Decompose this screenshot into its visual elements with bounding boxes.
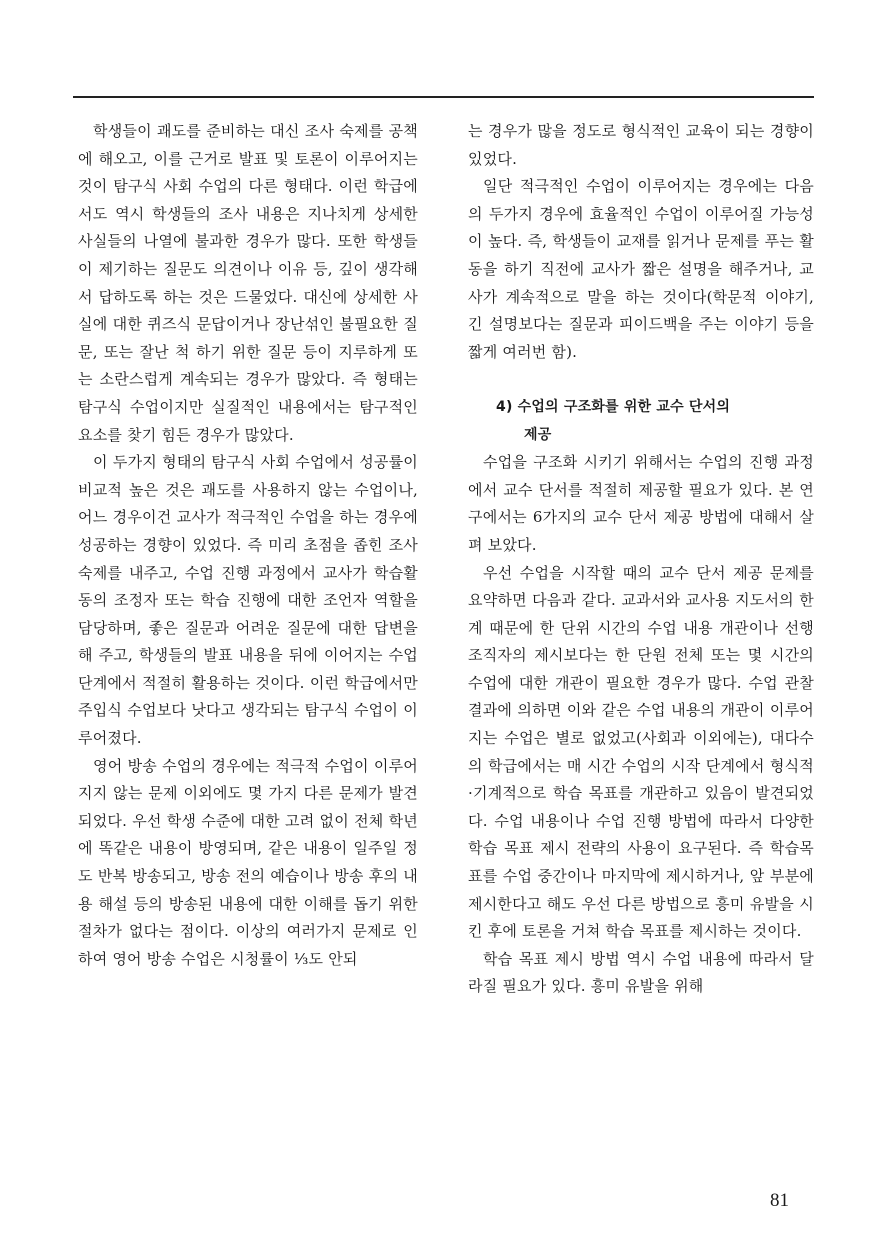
right-column — [468, 118, 814, 1001]
paragraph: 영어 방송 수업의 경우에는 적극적 수업이 이루어지지 않는 문제 이외에도 몇 가지 다른 문제가 발견되었다. 우선 학생 수준에 대한 고려 없이 전체 학년에 똑같은 내용이 방영되며, 같은 내용이 일주일 정도 반복 방송되고, 방송 전의 예습이나 방송 후의 내용 해설 등의 방송된 내용에 대한 이해를 돕기 위한 절차가 없다는 점이다. 이상의 여러가지 문제로 인하여 영어 방송 수업은 시청률이 ⅓도 안되 — [78, 756, 418, 968]
spacer — [468, 366, 814, 394]
paragraph-continued: 는 경우가 많을 정도로 형식적인 교육이 되는 경향이 있었다. — [468, 122, 814, 168]
paragraph: 이 두가지 형태의 탐구식 사회 수업에서 성공률이 비교적 높은 것은 괘도를 사용하지 않는 수업이나, 어느 경우이건 교사가 적극적인 수업을 하는 경우에 성공하는 경향이 있었다. 즉 미리 초점을 좁힌 조사 숙제를 내주고, 수업 진행 과정에서 교사가 학습활동의 조정자 또는 학습 진행에 대한 조언자 역할을 담당하며, 좋은 질문과 어려운 질문에 대한 답변을 해 주고, 학생들의 발표 내용을 뒤에 이어지는 수업 단계에서 적절히 활용하는 것이다. 이런 학급에서만 주입식 수업보다 낫다고 생각되는 탐구식 수업이 이루어졌다. — [78, 453, 418, 748]
page-number: 81 — [770, 1190, 789, 1211]
header-rule — [73, 96, 814, 98]
section-heading-continued: 제공 — [524, 426, 552, 443]
left-column — [78, 118, 418, 973]
paragraph: 우선 수업을 시작할 때의 교수 단서 제공 문제를 요약하면 다음과 같다. 교과서와 교사용 지도서의 한계 때문에 한 단위 시간의 수업 내용 개관이나 선행조직자의 제시보다는 한 단원 전체 또는 몇 시간의 수업에 대한 개관이 필요한 경우가 많다. 수업 관찰 결과에 의하면 이와 같은 수업 내용의 개관이 이루어지는 수업은 별로 없었고(사회과 이외에는), 대다수의 학급에서는 매 시간 수업의 시작 단계에서 형식적·기계적으로 학습 목표를 개관하고 있음이 발견되었다. 수업 내용이나 수업 진행 방법에 따라서 다양한 학습 목표 제시 전략의 사용이 요구된다. 즉 학습목표를 수업 중간이나 마지막에 제시하거나, 앞 부분에 제시한다고 해도 우선 다른 방법으로 흥미 유발을 시킨 후에 토론을 거쳐 학습 목표를 제시하는 것이다. — [468, 563, 814, 941]
paragraph: 일단 적극적인 수업이 이루어지는 경우에는 다음의 두가지 경우에 효율적인 수업이 이루어질 가능성이 높다. 즉, 학생들이 교재를 읽거나 문제를 푸는 활동을 하기 직전에 교사가 짧은 설명을 해주거나, 교사가 계속적으로 말을 하는 것이다(학문적 이야기, 긴 설명보다는 질문과 피이드백을 주는 이야기 등을 짧게 여러번 함). — [468, 177, 814, 361]
paragraph: 학습 목표 제시 방법 역시 수업 내용에 따라서 달라질 필요가 있다. 흥미 유발을 위해 — [468, 949, 814, 996]
paragraph: 수업을 구조화 시키기 위해서는 수업의 진행 과정에서 교수 단서를 적절히 제공할 필요가 있다. 본 연구에서는 6가지의 교수 단서 제공 방법에 대해서 살펴 보았다. — [468, 453, 814, 554]
section-heading: 4) 수업의 구조화를 위한 교수 단서의 — [496, 398, 731, 415]
paragraph: 학생들이 괘도를 준비하는 대신 조사 숙제를 공책에 해오고, 이를 근거로 발표 및 토론이 이루어지는 것이 탐구식 사회 수업의 다른 형태다. 이런 학급에서도 역시 학생들의 조사 내용은 지나치게 상세한 사실들의 나열에 불과한 경우가 많다. 또한 학생들이 제기하는 질문도 의견이나 이유 등, 깊이 생각해서 답하도록 하는 것은 드물었다. 대신에 상세한 사실에 대한 퀴즈식 문답이거나 장난섞인 불필요한 질문, 또는 잘난 척 하기 위한 질문 등이 지루하게 또는 소란스럽게 계속되는 경우가 많았다. 즉 형태는 탐구식 수업이지만 실질적인 내용에서는 탐구적인 요소를 찾기 힘든 경우가 많았다. — [78, 122, 418, 444]
